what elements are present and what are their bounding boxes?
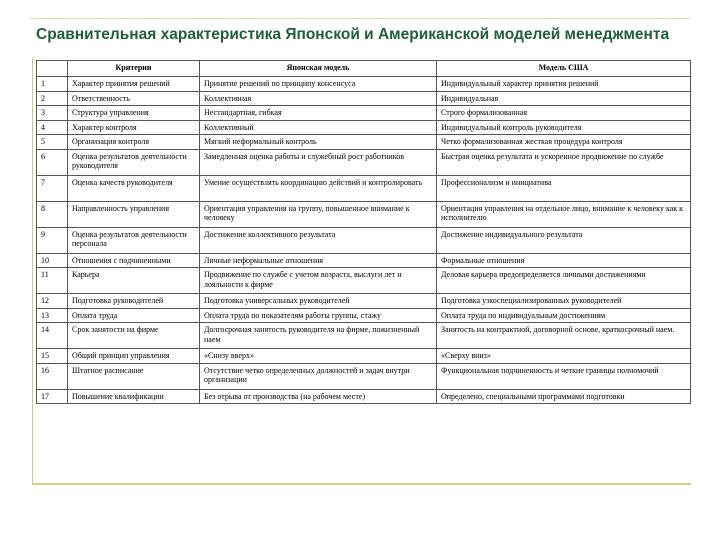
- japan-model-cell: Умение осуществлять координацию действий и контролировать: [200, 175, 437, 201]
- criteria-cell: Оплата труда: [68, 308, 200, 323]
- row-number-cell: 15: [37, 349, 68, 364]
- comparison-table: [36, 60, 691, 404]
- header-number: [37, 61, 68, 77]
- japan-model-cell: Принятие решений по принципу консенсуса: [200, 77, 437, 92]
- japan-model-cell: Нестандартная, гибкая: [200, 106, 437, 121]
- row-number-cell: 13: [37, 308, 68, 323]
- japan-model-cell: Коллективная: [200, 91, 437, 106]
- row-number-cell: 1: [37, 77, 68, 92]
- table-row: [37, 389, 691, 404]
- row-number-cell: 16: [37, 363, 68, 389]
- criteria-cell: Срок занятости на фирме: [68, 323, 200, 349]
- table-row: [37, 120, 691, 135]
- criteria-cell: Повышение квалификации: [68, 389, 200, 404]
- usa-model-cell: Индивидуальный контроль руководителя: [437, 120, 691, 135]
- usa-model-cell: Ориентация управления на отдельное лицо, внимание к человеку как к исполнителю: [437, 201, 691, 227]
- row-number-cell: 9: [37, 227, 68, 253]
- criteria-cell: Оценка результатов деятельности персонала: [68, 227, 200, 253]
- table-row: [37, 91, 691, 106]
- japan-model-cell: Личные неформальные отношения: [200, 253, 437, 268]
- criteria-cell: Общий принцип управления: [68, 349, 200, 364]
- usa-model-cell: «Сверху вниз»: [437, 349, 691, 364]
- criteria-cell: Отношения с подчиненными: [68, 253, 200, 268]
- usa-model-cell: Быстрая оценка результата и ускоренное продвижение по службе: [437, 149, 691, 175]
- usa-model-cell: Деловая карьера предопределяется личными достижениями: [437, 268, 691, 294]
- japan-model-cell: Отсутствие четко определенных должностей и задач внутри организации: [200, 363, 437, 389]
- header-row: [37, 61, 691, 77]
- japan-model-cell: Оплата труда по показателям работы группы, стажу: [200, 308, 437, 323]
- usa-model-cell: Индивидуальная: [437, 91, 691, 106]
- japan-model-cell: Замедленная оценка работы и служебный рост работников: [200, 149, 437, 175]
- usa-model-cell: Достижение индивидуального результата: [437, 227, 691, 253]
- criteria-cell: Оценка качеств руководителя: [68, 175, 200, 201]
- row-number-cell: 8: [37, 201, 68, 227]
- usa-model-cell: Подготовка узкоспециализированных руководителей: [437, 294, 691, 309]
- table-row: [37, 106, 691, 121]
- header-japan-model: Японская модель: [200, 61, 437, 77]
- page-title: Сравнительная характеристика Японской и Американской моделей менеджмента: [36, 26, 670, 43]
- table-row: [37, 363, 691, 389]
- table-row: [37, 77, 691, 92]
- table-row: [37, 201, 691, 227]
- table-row: [37, 227, 691, 253]
- criteria-cell: Штатное расписание: [68, 363, 200, 389]
- japan-model-cell: «Снизу вверх»: [200, 349, 437, 364]
- row-number-cell: 2: [37, 91, 68, 106]
- row-number-cell: 4: [37, 120, 68, 135]
- table-row: [37, 175, 691, 201]
- criteria-cell: Подготовка руководителей: [68, 294, 200, 309]
- criteria-cell: Карьера: [68, 268, 200, 294]
- usa-model-cell: Строго формализованная: [437, 106, 691, 121]
- row-number-cell: 14: [37, 323, 68, 349]
- usa-model-cell: Индивидуальный характер принятия решений: [437, 77, 691, 92]
- header-usa-model: Модель США: [437, 61, 691, 77]
- row-number-cell: 10: [37, 253, 68, 268]
- table-row: [37, 349, 691, 364]
- japan-model-cell: Мягкий неформальный контроль: [200, 135, 437, 150]
- japan-model-cell: Долгосрочная занятость руководителя на фирме, пожизненный наем: [200, 323, 437, 349]
- row-number-cell: 12: [37, 294, 68, 309]
- table-row: [37, 268, 691, 294]
- table-header: [37, 61, 691, 77]
- table-row: [37, 294, 691, 309]
- japan-model-cell: Продвижение по службе с учетом возраста, выслуги лет и лояльности к фирме: [200, 268, 437, 294]
- row-number-cell: 3: [37, 106, 68, 121]
- row-number-cell: 17: [37, 389, 68, 404]
- table-row: [37, 308, 691, 323]
- row-number-cell: 5: [37, 135, 68, 150]
- criteria-cell: Ответственность: [68, 91, 200, 106]
- usa-model-cell: Определено, специальными программами подготовки: [437, 389, 691, 404]
- japan-model-cell: Ориентация управления на группу, повышенное внимание к человеку: [200, 201, 437, 227]
- criteria-cell: Структура управления: [68, 106, 200, 121]
- usa-model-cell: Четко формализованная жесткая процедура контроля: [437, 135, 691, 150]
- criteria-cell: Оценка результатов деятельности руководителя: [68, 149, 200, 175]
- criteria-cell: Направленность управления: [68, 201, 200, 227]
- table-row: [37, 149, 691, 175]
- usa-model-cell: Функциональная подчиненность и четкие границы полномочий: [437, 363, 691, 389]
- usa-model-cell: Оплата труда по индивидуальным достижениям: [437, 308, 691, 323]
- usa-model-cell: Профессионализм и инициатива: [437, 175, 691, 201]
- japan-model-cell: Коллективный: [200, 120, 437, 135]
- criteria-cell: Организация контроля: [68, 135, 200, 150]
- table-body: [37, 77, 691, 404]
- table-row: [37, 135, 691, 150]
- usa-model-cell: Формальные отношения: [437, 253, 691, 268]
- row-number-cell: 6: [37, 149, 68, 175]
- japan-model-cell: Достижение коллективного результата: [200, 227, 437, 253]
- japan-model-cell: Подготовка универсальных руководителей: [200, 294, 437, 309]
- japan-model-cell: Без отрыва от производства (на рабочем месте): [200, 389, 437, 404]
- header-criteria: Критерии: [68, 61, 200, 77]
- table-row: [37, 253, 691, 268]
- criteria-cell: Характер принятия решений: [68, 77, 200, 92]
- table-row: [37, 323, 691, 349]
- row-number-cell: 7: [37, 175, 68, 201]
- usa-model-cell: Занятость на контрактной, договорной основе, краткосрочный наем.: [437, 323, 691, 349]
- row-number-cell: 11: [37, 268, 68, 294]
- criteria-cell: Характер контроля: [68, 120, 200, 135]
